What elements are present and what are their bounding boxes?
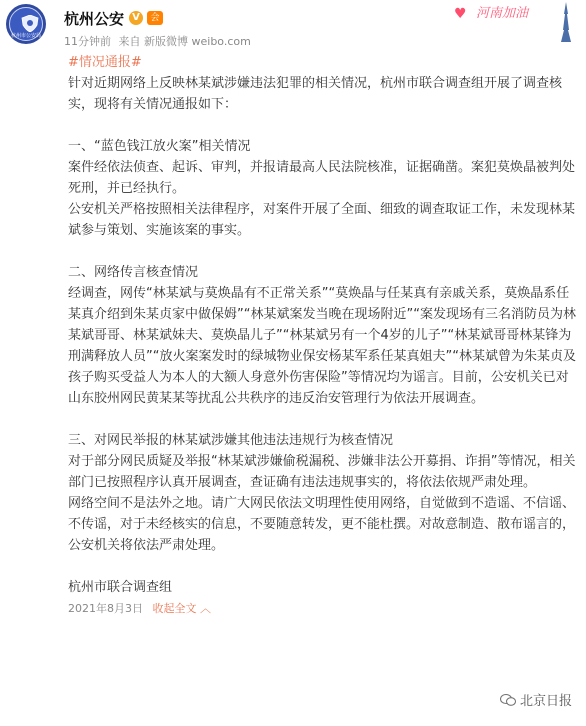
spacer	[68, 241, 578, 262]
topic-tag[interactable]: #情况通报#	[68, 55, 142, 70]
post-header	[0, 0, 586, 52]
tower-icon	[556, 0, 576, 44]
avatar[interactable]	[6, 4, 46, 44]
wechat-icon	[500, 694, 516, 706]
signature: 杭州市联合调查组	[68, 580, 173, 595]
section3-paragraph1: 对于部分网民质疑及举报“林某斌涉嫌偷税漏税、涉嫌非法公开募捐、诈捐”等情况，相关部门已按照程序认真开展调查，查证确有违法违规事实的，将依法依规严肃处理。	[68, 454, 576, 490]
source-watermark	[500, 690, 572, 709]
section1-title: 一、“蓝色钱江放火案”相关情况	[68, 139, 251, 154]
watermark-text: 北京日报	[519, 694, 572, 709]
account-name[interactable]: 杭州公安	[64, 9, 125, 28]
member-icon[interactable]: 会	[147, 11, 163, 25]
avatar-text: 杭州市公安局	[10, 33, 41, 39]
section2-title: 二、网络传言核查情况	[68, 265, 199, 280]
chevron-up-icon: ︿	[200, 602, 211, 615]
collapse-label: 收起全文	[152, 602, 197, 615]
post-footer	[68, 598, 578, 619]
name-row	[64, 8, 163, 28]
post-time[interactable]: 11分钟前	[64, 35, 111, 48]
header-banner	[452, 0, 580, 44]
police-shield-icon	[21, 15, 39, 32]
spacer	[68, 409, 578, 430]
section2-paragraph1: 经调查，网传“林某斌与莫焕晶有不正常关系”“莫焕晶与任某真有亲戚关系，莫焕晶系任某真介绍到朱某贞家中做保姆”“林某斌案发当晚在现场附近”“案发现场有三名消防员为林某斌哥哥、林某斌妹夫、莫焕晶儿子”“林某斌另有一个4岁的儿子”“林某斌哥哥林某锋为刑满释放人员”“放火案案发时的绿城物业保安杨某军系任某真姐夫”“林某斌曾为朱某贞及孩子购买受益人为本人的大额人身意外伤害保险”等情况均为谣言。目前，公安机关已对山东胶州网民黄某某等扰乱公共秩序的违反治安管理行为依法开展调查。	[68, 286, 576, 406]
post-date: 2021年8月3日	[68, 602, 143, 615]
section3-paragraph2: 网络空间不是法外之地。请广大网民依法文明理性使用网络，自觉做到不造谣、不信谣、不传谣，对于未经核实的信息，不要随意转发，更不能杜撰。对故意制造、散布谣言的，公安机关将依法严肃处理。	[68, 496, 576, 553]
spacer	[68, 556, 578, 577]
post-source: 来自 新版微博 weibo.com	[118, 35, 251, 48]
post-content	[68, 52, 578, 619]
section1-paragraph1: 案件经依法侦查、起诉、审判，并报请最高人民法院核准，证据确凿。案犯莫焕晶被判处死刑，并已经执行。	[68, 160, 576, 196]
collapse-button[interactable]	[153, 602, 212, 615]
banner-text: 河南加油	[476, 6, 529, 21]
section1-paragraph2: 公安机关严格按照相关法律程序，对案件开展了全面、细致的调查取证工作，未发现林某斌参与策划、实施该案的事实。	[68, 202, 576, 238]
heart-icon: ♥	[454, 6, 467, 22]
post-meta	[64, 33, 255, 49]
intro-paragraph: 针对近期网络上反映林某斌涉嫌违法犯罪的相关情况，杭州市联合调查组开展了调查核实，现将有关情况通报如下：	[68, 76, 563, 112]
verified-badge-icon: V	[129, 11, 143, 25]
spacer	[68, 115, 578, 136]
section3-title: 三、对网民举报的林某斌涉嫌其他违法违规行为核查情况	[68, 433, 394, 448]
